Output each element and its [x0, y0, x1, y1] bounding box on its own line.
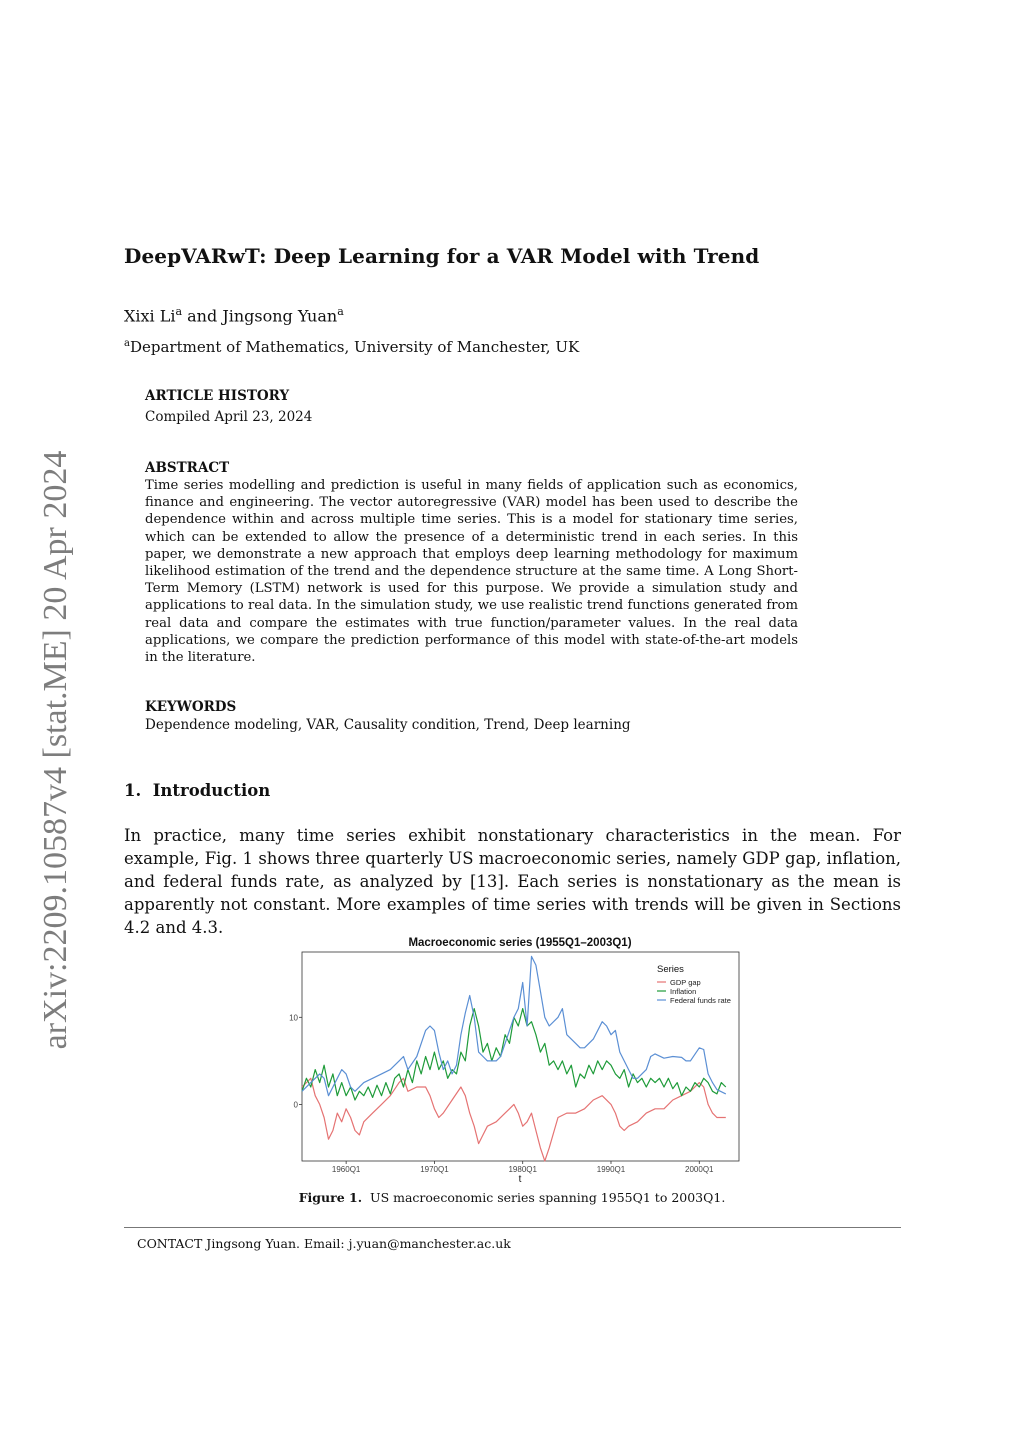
- author-name: Jingsong Yuan: [222, 306, 338, 326]
- abstract-text: Time series modelling and prediction is useful in many fields of application such as economics, finance and engineering. The vector autoregressive (VAR) model has been used to describe the dependence within and across multiple time series. This is a model for stationary time series, which can be extended to allow the presence of a deterministic trend in each series. In this paper, we demonstrate a new approach that employs deep learning methodology for maximum likelihood estimation of the trend and the dependence structure at the same time. A Long Short-Term Memory (LSTM) network is used for this purpose. We provide a simulation study and applications to real data. In the simulation study, we use realistic trend functions generated from real data and compare the estimates with true function/parameter values. In the real data applications, we compare the prediction performance of this model with state-of-the-art models in the literature.: [145, 478, 798, 666]
- section-heading-introduction: 1. Introduction: [124, 781, 271, 800]
- y-tick-label: 0: [293, 1100, 298, 1110]
- macro-series-chart: [280, 930, 750, 1190]
- affiliation: [124, 338, 579, 356]
- y-tick-label: 10: [289, 1013, 298, 1023]
- x-tick-label: 1970Q1: [420, 1165, 449, 1174]
- keywords-text: Dependence modeling, VAR, Causality condition, Trend, Deep learning: [145, 717, 631, 733]
- compiled-date: Compiled April 23, 2024: [145, 409, 313, 425]
- x-tick-label: 1960Q1: [331, 1165, 361, 1174]
- caption-text: US macroeconomic series spanning 1955Q1 to 2003Q1.: [362, 1190, 726, 1205]
- figure-caption: [0, 1190, 1024, 1205]
- author-name: Xixi Li: [124, 306, 176, 326]
- legend-entry: Inflation: [670, 987, 697, 996]
- introduction-paragraph: In practice, many time series exhibit nonstationary characteristics in the mean. For example, Fig. 1 shows three quarterly US macroeconomic series, namely GDP gap, inflation, and federal funds rate, as analyzed by [13]. Each series is nonstationary as the mean is apparently not constant. More examples of time series with trends will be given in Sections 4.2 and 4.3.: [124, 826, 901, 937]
- arxiv-identifier: arXiv:2209.10587v4 [stat.ME] 20 Apr 2024: [37, 450, 74, 1050]
- figure-1: [280, 930, 750, 1190]
- chart-title: Macroeconomic series (1955Q1–2003Q1): [408, 937, 632, 949]
- x-tick-label: 1990Q1: [596, 1165, 626, 1174]
- author-line: [124, 305, 344, 325]
- abstract-label: ABSTRACT: [145, 460, 230, 476]
- x-axis-label: t: [518, 1174, 522, 1185]
- keywords-label: KEYWORDS: [145, 699, 237, 715]
- x-tick-label: 1980Q1: [508, 1165, 537, 1174]
- legend-entry: GDP gap: [670, 978, 701, 987]
- footnote-divider: [124, 1227, 901, 1228]
- affil-mark: a: [337, 305, 344, 318]
- article-history-label: ARTICLE HISTORY: [145, 388, 290, 404]
- author-separator: and: [182, 306, 223, 326]
- contact-footnote: CONTACT Jingsong Yuan. Email: j.yuan@manchester.ac.uk: [137, 1236, 511, 1251]
- caption-label: Figure 1.: [298, 1190, 363, 1205]
- affil-mark: a: [175, 305, 183, 318]
- x-tick-label: 2000Q1: [685, 1165, 714, 1174]
- affiliation-text: Department of Mathematics, University of Manchester, UK: [129, 338, 580, 356]
- legend-entry: Federal funds rate: [670, 996, 731, 1005]
- affil-mark: a: [124, 338, 130, 349]
- legend-title: Series: [657, 964, 684, 975]
- paper-title: DeepVARwT: Deep Learning for a VAR Model with Trend: [124, 244, 760, 268]
